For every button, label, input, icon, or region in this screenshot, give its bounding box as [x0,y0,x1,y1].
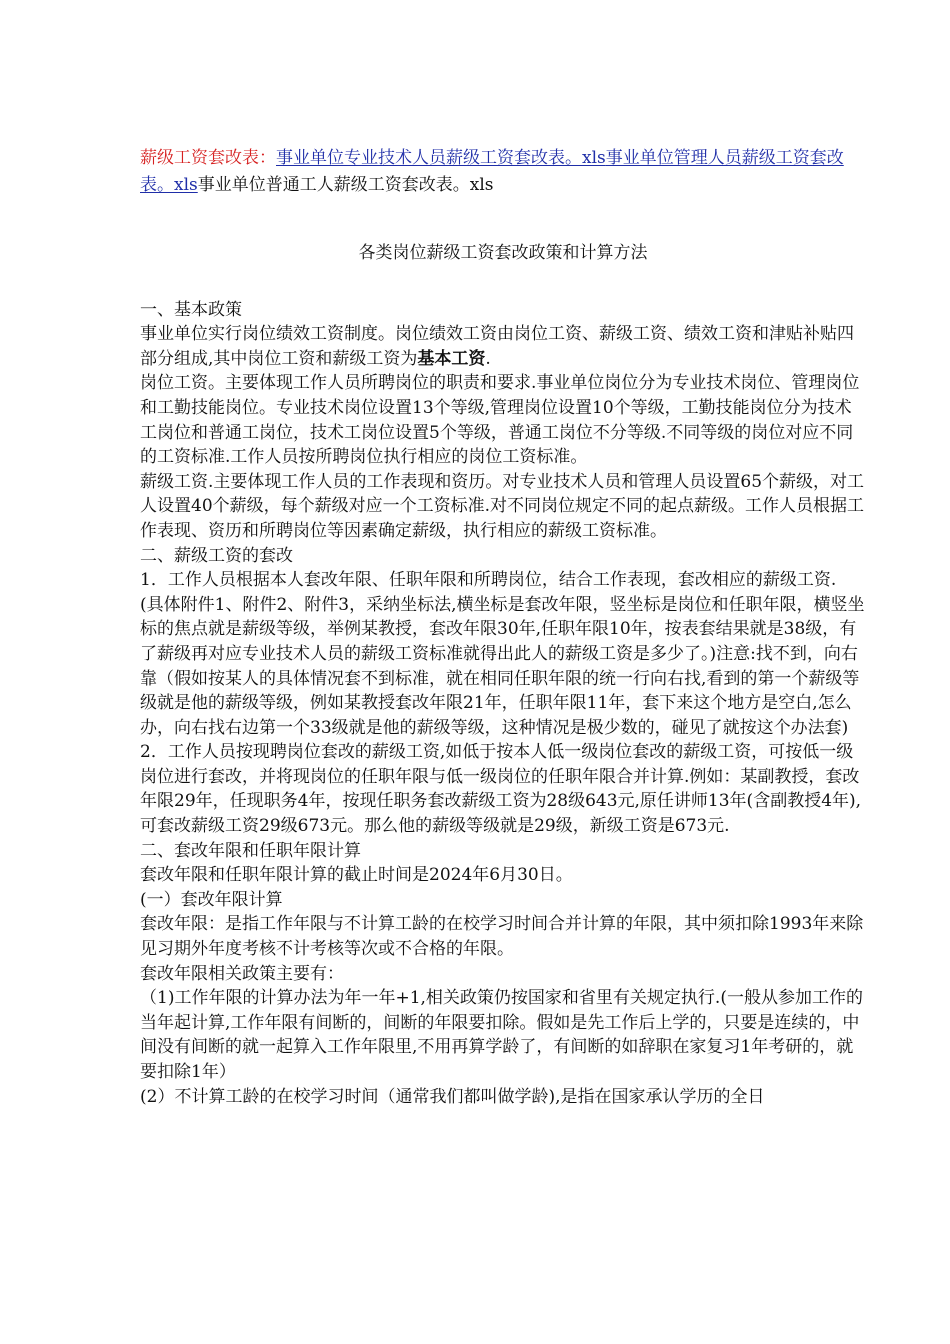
paragraph-policy-1: （1)工作年限的计算办法为年一年+1,相关政策仍按国家和省里有关规定执行.(一般从参加工作的当年起计算,工作年限有间断的，间断的年限要扣除。假如是先工作后上学的，只要是连续的，中间没有间断的就一起算入工作年限里,不用再算学龄了，有间断的如辞职在家复习1年考研的，就要扣除1年） [140,988,863,1082]
section-heading-basic-policy: 一、基本政策 [140,299,242,320]
paragraph-salary-system: 事业单位实行岗位绩效工资制度。岗位绩效工资由岗位工资、薪级工资、绩效工资和津贴补贴四部分组成,其中岗位工资和薪级工资为基本工资. [140,324,854,369]
paragraph-conversion-rule-2: 2．工作人员按现聘岗位套改的薪级工资,如低于按本人低一级岗位套改的薪级工资，可按低一级岗位进行套改，并将现岗位的任职年限与低一级岗位的任职年限合并计算.例如：某副教授，套改年限29年，任现职务4年，按现任职务套改薪级工资为28级643元,原任讲师13年(含副教授4年),可套改薪级工资29级673元。那么他的薪级等级就是29级，新级工资是673元. [140,742,862,837]
paragraph-post-salary: 岗位工资。主要体现工作人员所聘岗位的职责和要求.事业单位岗位分为专业技术岗位、管理岗位和工勤技能岗位。专业技术岗位设置13个等级,管理岗位设置10个等级，工勤技能岗位分为技术工岗位和普通工岗位，技术工岗位设置5个等级，普通工岗位不分等级.不同等级的岗位对应不同的工资标准.工作人员按所聘岗位执行相应的岗位工资标准。 [140,373,860,468]
document-title: 各类岗位薪级工资套改政策和计算方法 [358,243,648,263]
section-heading-grade-conversion: 二、薪级工资的套改 [140,545,293,566]
paragraph-coordinate-method: (具体附件1、附件2、附件3，采纳坐标法,横坐标是套改年限，竖坐标是岗位和任职年限，横竖坐标的焦点就是薪级等级，举例某教授，套改年限30年,任职年限10年，按表套结果就是38级，有了薪级再对应专业技术人员的薪级工资标准就得出此人的薪级工资是多少了。)注意:找不到，向右靠（假如按某人的具体情况套不到标准，就在相同任职年限的统一行向右找,看到的第一个薪级等级就是他的薪级等级，例如某教授套改年限21年，任职年限11年，套下来这个地方是空白,怎么办，向右找右边第一个33级就是他的薪级等级，这种情况是极少数的，碰见了就按这个办法套) [140,594,865,738]
basic-salary-term: 基本工资 [417,348,486,369]
salary-table-label: 薪级工资套改表： [140,148,276,168]
salary-table-links [140,145,866,199]
professional-staff-table-link[interactable]: 事业单位专业技术人员薪级工资套改表。xls [276,148,606,168]
management-staff-table-link[interactable]: 事业单位管理人员薪级工资套改表。xls [140,148,844,195]
document-page [140,145,866,1109]
paragraph-related-policies: 套改年限相关政策主要有： [140,963,344,984]
paragraph-cutoff-date: 套改年限和任职年限计算的截止时间是2024年6月30日。 [140,865,573,886]
paragraph-conversion-years-definition: 套改年限：是指工作年限与不计算工龄的在校学习时间合并计算的年限，其中须扣除1993年来除见习期外年度考核不计考核等次或不合格的年限。 [140,914,864,960]
paragraph-policy-2: (2）不计算工龄的在校学习时间（通常我们都叫做学龄),是指在国家承认学历的全日 [140,1086,765,1107]
section-heading-year-calculation: 二、套改年限和任职年限计算 [140,840,361,861]
paragraph-grade-salary: 薪级工资.主要体现工作人员的工作表现和资历。对专业技术人员和管理人员设置65个薪级，对工人设置40个薪级，每个薪级对应一个工资标准.对不同岗位规定不同的起点薪级。工作人员根据工作表现、资历和所聘岗位等因素确定薪级，执行相应的薪级工资标准。 [140,471,865,541]
subsection-heading-conversion-years: (一）套改年限计算 [140,889,283,910]
worker-table-text: 事业单位普通工人薪级工资套改表。xls [197,175,494,195]
paragraph-conversion-rule-1: 1．工作人员根据本人套改年限、任职年限和所聘岗位，结合工作表现，套改相应的薪级工资. [140,570,837,591]
